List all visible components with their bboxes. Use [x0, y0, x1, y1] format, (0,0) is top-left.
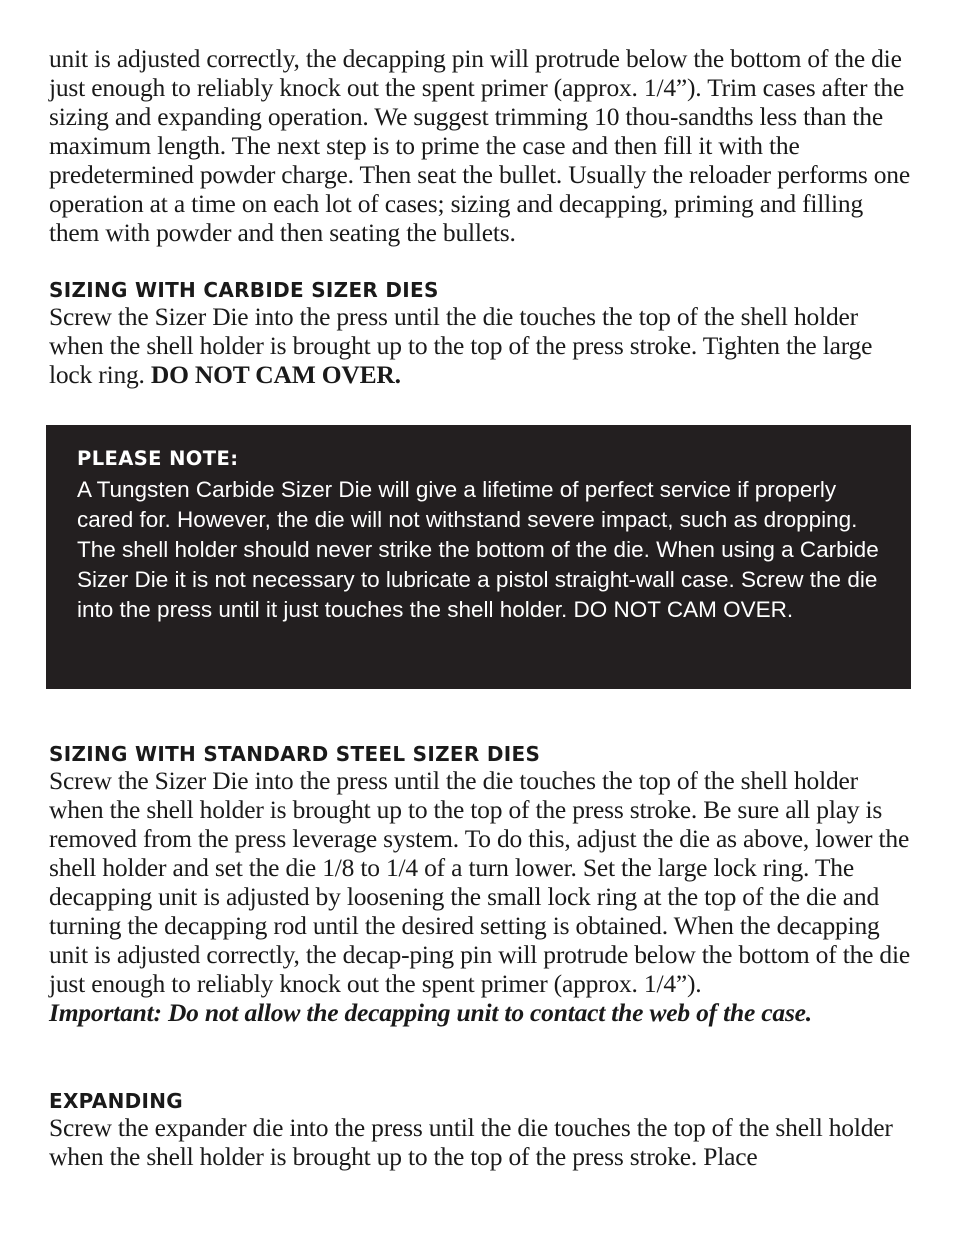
please-note-box: [46, 425, 911, 689]
carbide-text: Screw the Sizer Die into the press until the die touches the top of the shell holder when the shell holder is brought up to the top of the press stroke. Tighten the large lock ring.: [49, 302, 873, 389]
intro-paragraph: unit is adjusted correctly, the decapping pin will protrude below the bottom of the die just enough to reliably knock out the spent primer (approx. 1/4”). Trim cases after the sizing and expanding operation. We suggest trimming 10 thou-sandths less than the maximum length. The next step is to prime the case and then fill it with the predetermined powder charge. Then seat the bullet. Usually the reloader performs one operation at a time on each lot of cases; sizing and decapping, priming and filling them with powder and then seating the bullets.: [49, 44, 910, 247]
expanding-paragraph: Screw the expander die into the press until the die touches the top of the shell holder when the shell holder is brought up to the top of the press stroke. Place: [49, 1113, 893, 1171]
carbide-section: [49, 278, 911, 389]
expanding-section: [49, 1089, 911, 1171]
note-body: A Tungsten Carbide Sizer Die will give a lifetime of perfect service if properly cared for. However, the die will not withstand severe impact, such as dropping. The shell holder should never strike the bottom of the die. When using a Carbide Sizer Die it is not necessary to lubricate a pistol straight-wall case. Screw the die into the press until it just touches the shell holder. DO NOT CAM OVER.: [77, 477, 879, 622]
carbide-paragraph: [49, 302, 911, 389]
steel-paragraph: Screw the Sizer Die into the press until the die touches the top of the shell holder when the shell holder is brought up to the top of the press stroke. Be sure all play is removed from the press leverage system. To do this, adjust the die as above, lower the shell holder and set the die 1/8 to 1/4 of a turn lower. Set the large lock ring. The decapping unit is adjusted by loosening the small lock ring at the top of the die and turning the decapping rod until the desired setting is obtained. When the decapping unit is adjusted correctly, the decap-ping pin will protrude below the bottom of the die just enough to reliably knock out the spent primer (approx. 1/4”).: [49, 766, 910, 998]
carbide-emphasis: DO NOT CAM OVER.: [150, 360, 401, 389]
steel-important-note: Important: Do not allow the decapping unit to contact the web of the case.: [49, 998, 812, 1027]
carbide-heading: SIZING WITH CARBIDE SIZER DIES: [49, 278, 439, 302]
intro-section: [49, 44, 911, 247]
steel-section: [49, 742, 911, 1027]
expanding-heading: EXPANDING: [49, 1089, 184, 1113]
note-heading: PLEASE NOTE:: [77, 447, 239, 470]
steel-heading: SIZING WITH STANDARD STEEL SIZER DIES: [49, 742, 541, 766]
